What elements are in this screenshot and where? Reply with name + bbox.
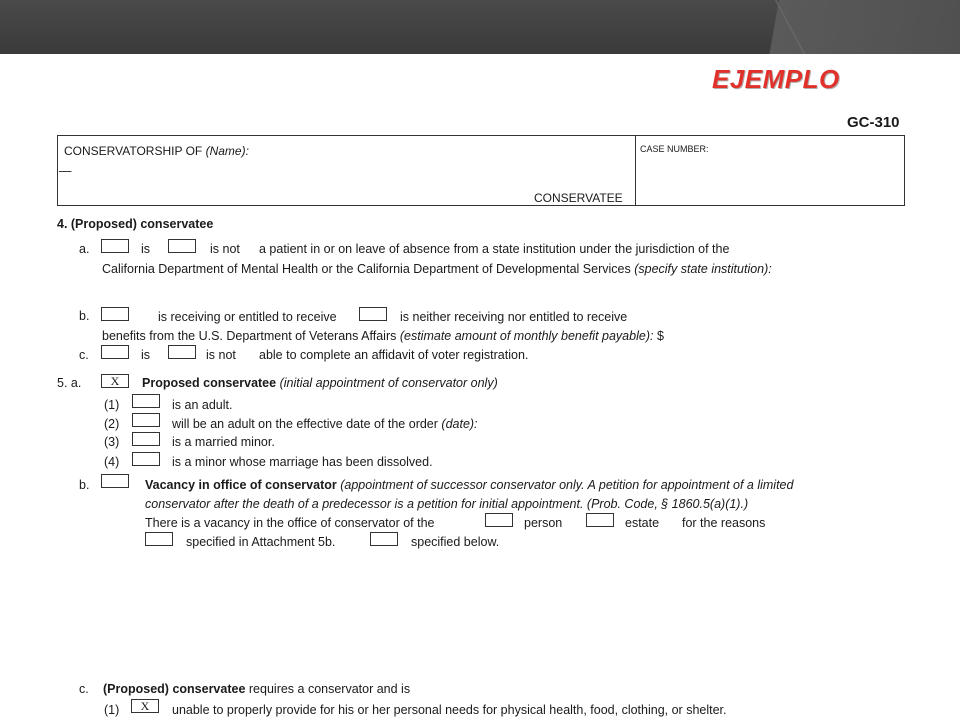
item4a-is-not-text: is not: [210, 242, 240, 256]
item5b-estate-checkbox[interactable]: [586, 513, 614, 527]
item5a3-checkbox[interactable]: [132, 432, 160, 446]
slide-header-bar: [0, 0, 960, 54]
conservatorship-label: CONSERVATORSHIP OF (Name):: [64, 144, 249, 158]
item4c-is-not-checkbox[interactable]: [168, 345, 196, 359]
header-facet-line: [770, 0, 810, 54]
name-line: —: [59, 164, 72, 178]
item4a-text2: California Department of Mental Health or the California Department of Developmental Services (specify state institution):: [102, 262, 772, 276]
item5a4-text: is a minor whose marriage has been dissolved.: [172, 455, 433, 469]
item5a3-text: is a married minor.: [172, 435, 275, 449]
item5c1-num: (1): [104, 703, 120, 717]
item4b-not-receiving-checkbox[interactable]: [359, 307, 387, 321]
item4a-is-text: is: [141, 242, 151, 256]
item4c-label: c.: [79, 348, 89, 362]
item5a4-checkbox[interactable]: [132, 452, 160, 466]
item5b-text3: There is a vacancy in the office of conservator of the: [145, 516, 435, 530]
item5a-checkbox[interactable]: X: [101, 374, 129, 388]
item5a-label: 5. a.: [57, 376, 82, 390]
item5a3-num: (3): [104, 435, 120, 449]
item4a-label: a.: [79, 242, 90, 256]
item5a2-num: (2): [104, 417, 120, 431]
item5c-text: (Proposed) conservatee requires a conservator and is: [103, 682, 411, 696]
item5b-estate-text: estate: [625, 516, 660, 530]
case-number-label: CASE NUMBER:: [640, 144, 709, 154]
caption-divider: [635, 136, 636, 205]
item5a1-num: (1): [104, 398, 120, 412]
item5b-text2: conservator after the death of a predecessor is a petition for initial appointment. (Prob. Code, § 1860.5(a)(1).): [145, 497, 749, 511]
item5b-reasons-text: for the reasons: [682, 516, 766, 530]
form-number: GC-310: [847, 114, 900, 131]
item4a-is-checkbox[interactable]: [101, 239, 129, 253]
item5b-person-text: person: [524, 516, 563, 530]
item5a1-checkbox[interactable]: [132, 394, 160, 408]
item5a4-num: (4): [104, 455, 120, 469]
item5b-below-text: specified below.: [411, 535, 500, 549]
item4a-text: a patient in or on leave of absence from a state institution under the jurisdiction of the: [259, 242, 730, 256]
item4a-is-not-checkbox[interactable]: [168, 239, 196, 253]
item4c-is-checkbox[interactable]: [101, 345, 129, 359]
item5a2-checkbox[interactable]: [132, 413, 160, 427]
item5c1-checkbox[interactable]: X: [131, 699, 159, 713]
item4c-is-not-text: is not: [206, 348, 236, 362]
item5b-attachment-text: specified in Attachment 5b.: [186, 535, 336, 549]
item5b-title: Vacancy in office of conservator (appointment of successor conservator only. A petition for appointment of a limited: [145, 478, 794, 492]
item5c1-text: unable to properly provide for his or her personal needs for physical health, food, clothing, or shelter.: [172, 703, 727, 717]
item5a-title: Proposed conservatee (initial appointment of conservator only): [142, 376, 498, 390]
item5b-label: b.: [79, 478, 90, 492]
item4b-receiving-checkbox[interactable]: [101, 307, 129, 321]
item5a2-text: will be an adult on the effective date of the order (date):: [172, 417, 478, 431]
item5b-checkbox[interactable]: [101, 474, 129, 488]
item4b-text2: benefits from the U.S. Department of Veterans Affairs (estimate amount of monthly benefit payable): $: [102, 329, 664, 343]
item5a1-text: is an adult.: [172, 398, 233, 412]
item4-title: 4. (Proposed) conservatee: [57, 217, 214, 231]
item5b-person-checkbox[interactable]: [485, 513, 513, 527]
item5b-attachment-checkbox[interactable]: [145, 532, 173, 546]
conservatee-label: CONSERVATEE: [534, 191, 623, 205]
item4b-receiving-text: is receiving or entitled to receive: [158, 310, 337, 324]
item5c-label: c.: [79, 682, 89, 696]
item4c-text: able to complete an affidavit of voter registration.: [259, 348, 529, 362]
item4b-label: b.: [79, 309, 90, 323]
item5b-below-checkbox[interactable]: [370, 532, 398, 546]
watermark-title: EJEMPLO: [712, 64, 840, 94]
item4c-is-text: is: [141, 348, 151, 362]
item4b-not-receiving-text: is neither receiving nor entitled to receive: [400, 310, 628, 324]
